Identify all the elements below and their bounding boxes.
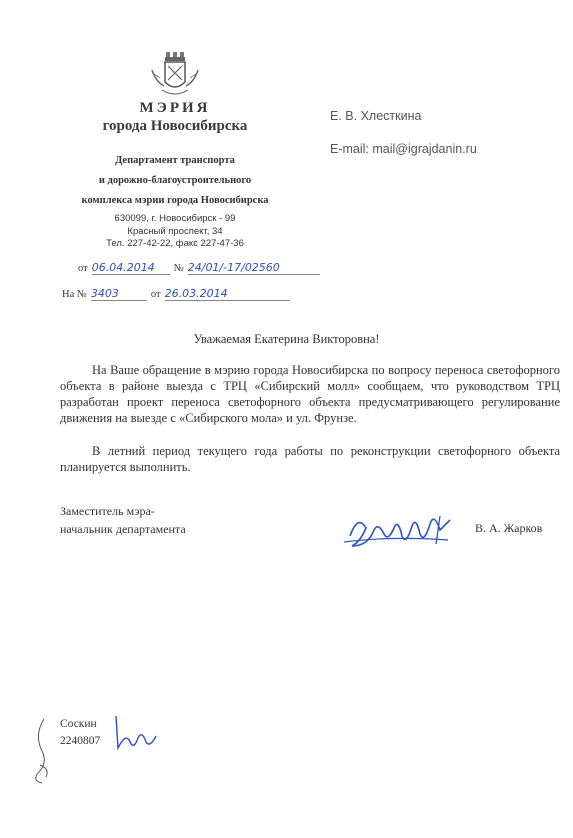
ref-from-label: от [150, 289, 161, 300]
address-line-1: 630099, г. Новосибирск - 99 [114, 213, 236, 224]
address-line-3: Тел. 227-42-22, факс 227-47-36 [106, 238, 244, 249]
executor-phone: 2240807 [60, 735, 101, 747]
recipient-name: Е. В. Хлесткина [330, 109, 422, 123]
outgoing-number: 24/01/-17/02560 [188, 261, 320, 275]
dept-line-2: и дорожно-благоустроительного [98, 175, 252, 186]
signatory-title-line-2: начальник департамента [60, 522, 186, 536]
paragraph-1: На Ваше обращение в мэрию города Новосибирска по вопросу переноса светофорного объекта в районе выезда с ТРЦ «Сибирский молл» сообщаем, что руководством ТРЦ разработан проект переноса светофорного объекта предусматривающего регулирование движения на выезде с «Сибирского мола» и ул. Фрунзе. [60, 363, 560, 425]
executor-signature-icon [112, 712, 162, 752]
dept-line-1: Департамент транспорта [115, 155, 235, 166]
greeting: Уважаемая Екатерина Викторовна! [193, 332, 380, 346]
paragraph-2: В летний период текущего года работы по реконструкции светофорного объекта планируется выполнить. [60, 444, 560, 474]
signatory-name: В. А. Жарков [475, 521, 543, 535]
dept-line-3: комплекса мэрии города Новосибирска [81, 195, 269, 206]
ref-number: 3403 [91, 287, 147, 301]
signatory-title [60, 502, 186, 538]
executor-name: Соскин [60, 718, 97, 730]
ref-label: На № [62, 289, 87, 300]
pen-mark-icon [28, 715, 58, 785]
outgoing-date: 06.04.2014 [92, 261, 170, 275]
city-emblem-icon [150, 52, 200, 98]
number-label: № [173, 263, 184, 274]
handwritten-signature-icon [340, 506, 465, 554]
from-label: от [78, 263, 88, 274]
address-line-2: Красный проспект, 34 [127, 226, 223, 237]
recipient-email: E-mail: mail@igrajdanin.ru [330, 142, 477, 156]
signatory-title-line-1: Заместитель мэра- [60, 504, 155, 518]
executor-block [60, 716, 100, 750]
registration-line [78, 258, 320, 276]
org-name: МЭРИЯ [139, 100, 211, 116]
ref-date: 26.03.2014 [165, 287, 290, 301]
org-city: города Новосибирска [102, 118, 248, 134]
reference-line [62, 284, 290, 302]
